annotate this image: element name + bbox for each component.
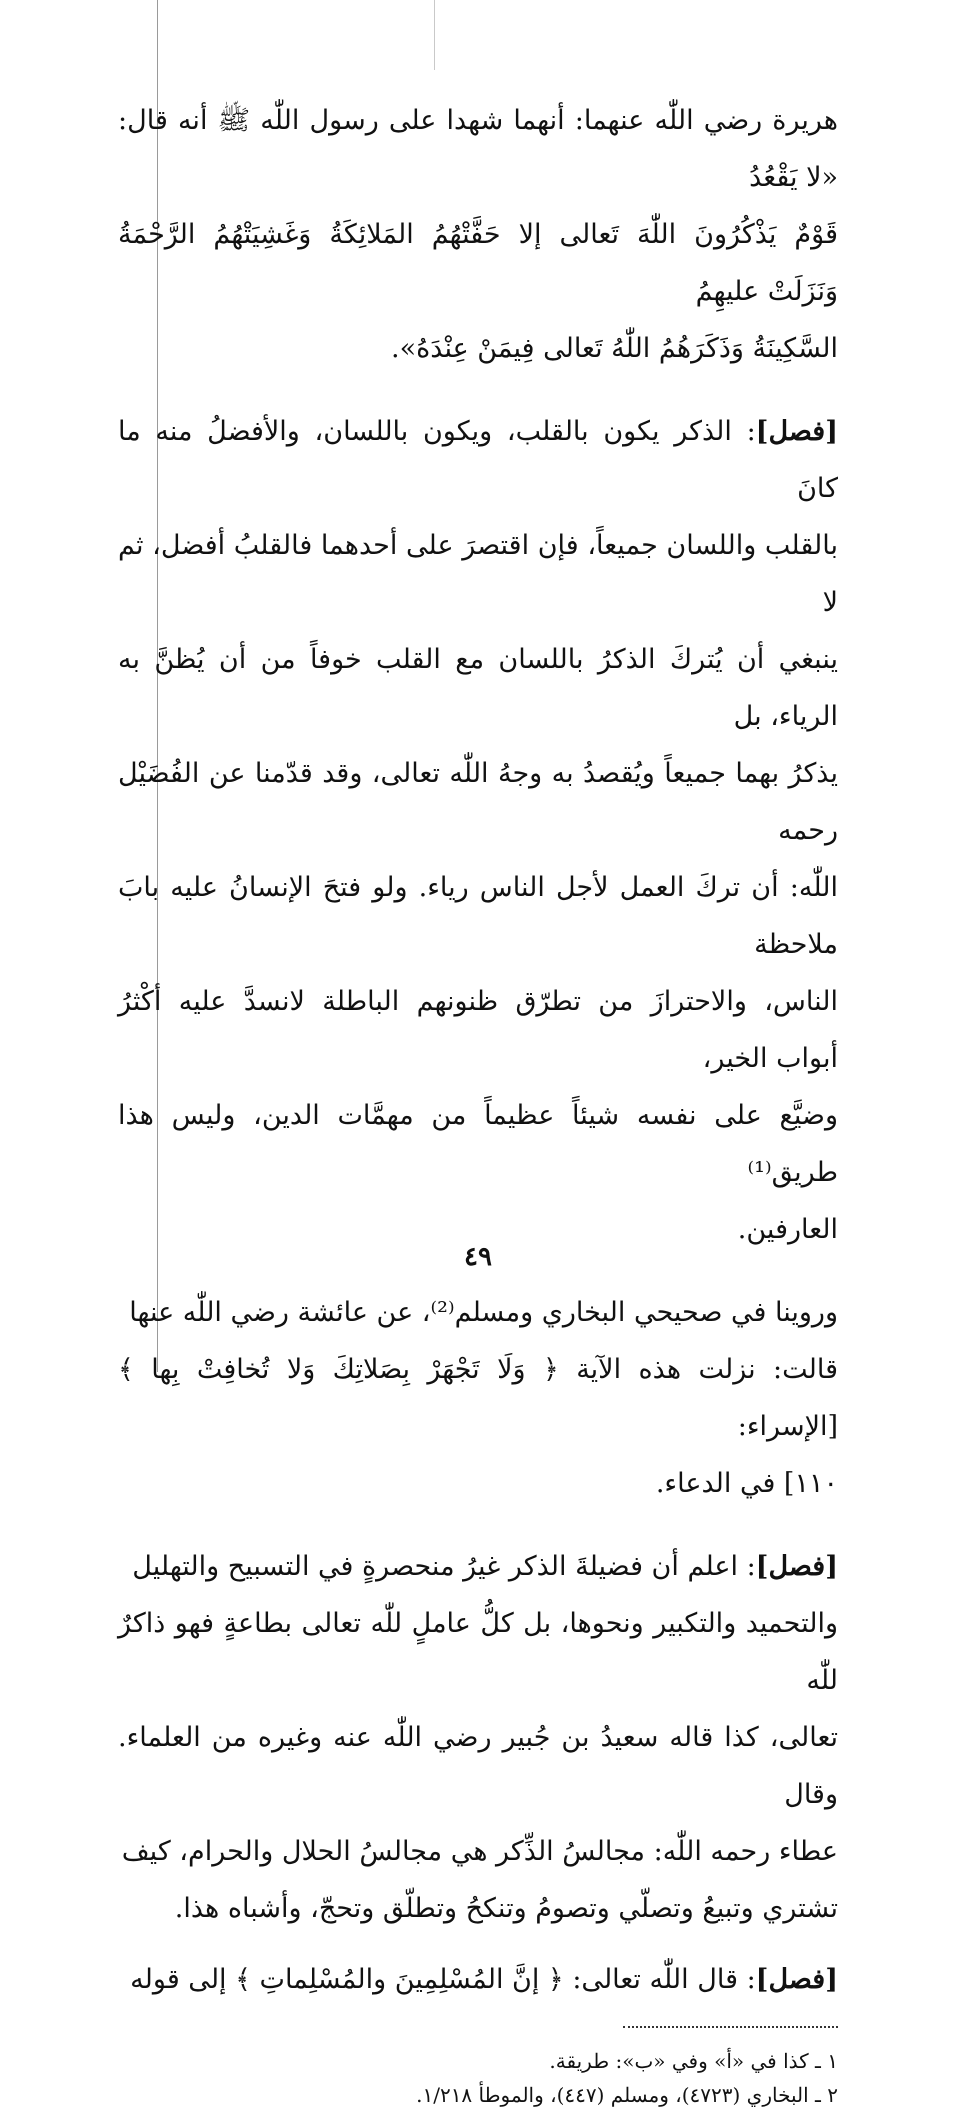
- text-line: وروينا في صحيحي البخاري ومسلم⁽²⁾، عن عائشة رضي اللّٰه عنها: [129, 1297, 838, 1328]
- footnote-2: ٢ ـ البخاري (٤٧٢٣)، ومسلم (٤٤٧)، والموطأ ١/٢١٨.: [416, 2083, 838, 2107]
- paragraph-fasl-virtue-of-dhikr: [118, 1538, 838, 1937]
- text-line: : قال اللّٰه تعالى: ﴿ إنَّ المُسْلِمِينَ والمُسْلِماتِ ﴾ إلى قوله: [130, 1964, 756, 1995]
- text-line: : الذكر يكون بالقلب، ويكون باللسان، والأفضلُ منه ما كانَ: [118, 416, 838, 504]
- footnotes: [118, 2044, 838, 2112]
- page-number: ٤٩: [464, 1242, 492, 1272]
- section-label: [فصل]: [755, 1964, 838, 1995]
- scan-mark: [434, 0, 435, 70]
- section-label: [فصل]: [755, 416, 838, 447]
- text-line: تعالى، كذا قاله سعيدُ بن جُبير رضي اللّٰه عنه وغيره من العلماء. وقال: [118, 1722, 838, 1810]
- text-line: والتحميد والتكبير ونحوها، بل كلُّ عاملٍ للّٰه تعالى بطاعةٍ فهو ذاكرٌ للّٰه: [118, 1608, 838, 1696]
- page-body: [118, 92, 838, 2112]
- text-line: ينبغي أن يُتركَ الذكرُ باللسان مع القلب خوفاً من أن يُظنَّ به الرياء، بل: [118, 644, 838, 732]
- text-line: عطاء رحمه اللّٰه: مجالسُ الذِّكر هي مجالسُ الحلال والحرام، كيف: [121, 1836, 838, 1867]
- text-line: : اعلم أن فضيلةَ الذكر غيرُ منحصرةٍ في التسبيح والتهليل: [132, 1551, 756, 1582]
- paragraph-fasl-dhikr-heart-tongue: [118, 403, 838, 1258]
- text-line: يذكرُ بهما جميعاً ويُقصدُ به وجهُ اللّٰه تعالى، وقد قدّمنا عن الفُضَيْل رحمه: [118, 758, 838, 846]
- text-line: الناس، والاحترازَ من تطرّق ظنونهم الباطلة لانسدَّ عليه أكْثرُ أبواب الخير،: [118, 986, 838, 1074]
- footnote-1: ١ ـ كذا في «أ» وفي «ب»: طريقة.: [549, 2049, 838, 2073]
- section-label: [فصل]: [755, 1551, 838, 1582]
- text-line: اللّٰه: أن تركَ العمل لأجل الناس رياء. ولو فتحَ الإنسانُ عليه بابَ ملاحظة: [118, 872, 838, 960]
- text-line: تشتري وتبيعُ وتصلّي وتصومُ وتنكحُ وتطلّق وتحجّ، وأشباه هذا.: [174, 1893, 838, 1924]
- text-line: هريرة رضي اللّٰه عنهما: أنهما شهدا على رسول اللّٰه ﷺ أنه قال: «لا يَقْعُدُ: [118, 105, 838, 193]
- paragraph-hadith-continuation: [118, 92, 838, 377]
- footnote-separator: [623, 2026, 838, 2028]
- paragraph-fasl-quran-verse: [118, 1951, 838, 2008]
- paragraph-aisha-narration: [118, 1284, 838, 1512]
- text-line: قالت: نزلت هذه الآية ﴿ وَلَا تَجْهَرْ بِصَلاتِكَ وَلا تُخافِتْ بِها ﴾ [الإسراء:: [118, 1354, 838, 1442]
- text-line: العارفين.: [737, 1214, 838, 1245]
- text-line: وضيَّع على نفسه شيئاً عظيماً من مهمَّات الدين، وليس هذا طريق⁽¹⁾: [118, 1100, 838, 1188]
- text-line: قَوْمٌ يَذْكُرُونَ اللّٰهَ تَعالى إلا حَفَّتْهُمُ المَلائِكَةُ وَغَشِيَتْهُمُ الرَّحْمَةُ وَنَزَلَتْ عليهِمُ: [118, 219, 838, 307]
- text-line: السَّكِينَةُ وَذَكَرَهُمُ اللّٰهُ تَعالى فِيمَنْ عِنْدَهُ».: [391, 333, 838, 364]
- text-line: بالقلب واللسان جميعاً، فإن اقتصرَ على أحدهما فالقلبُ أفضل، ثم لا: [118, 530, 838, 618]
- text-line: ١١٠] في الدعاء.: [655, 1468, 838, 1499]
